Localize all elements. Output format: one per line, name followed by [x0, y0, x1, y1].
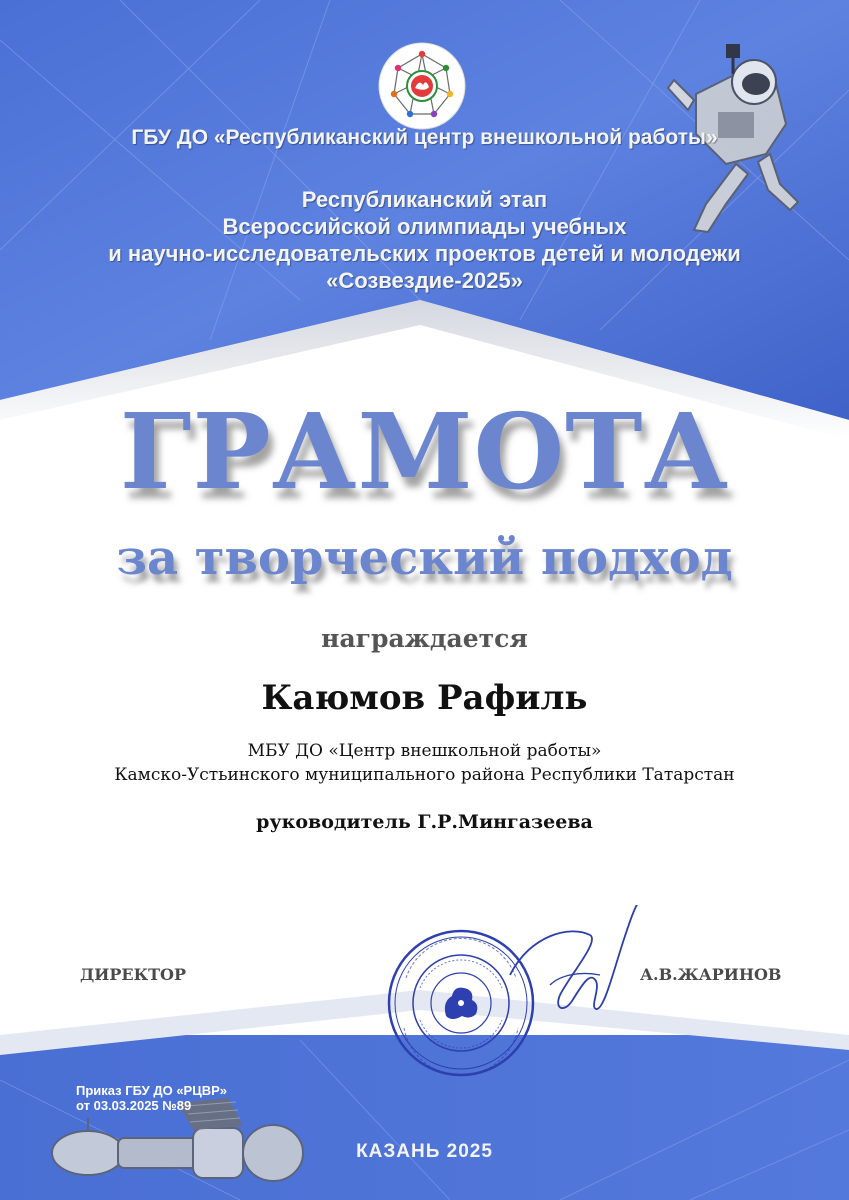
order-reference — [76, 1083, 227, 1113]
event-title-line: Республиканский этап — [301, 187, 548, 212]
certificate-title: ГРАМОТА — [119, 390, 730, 513]
recipient-organization-line: Камско-Устьинского муниципального района Республики Татарстан — [114, 765, 735, 785]
event-title-line: «Созвездие-2025» — [326, 268, 523, 293]
order-reference-line: Приказ ГБУ ДО «РЦВР» — [76, 1083, 228, 1098]
recipient-name: Каюмов Рафиль — [261, 678, 588, 718]
director-label: ДИРЕКТОР — [80, 965, 186, 984]
organization-header: ГБУ ДО «Республиканский центр внешкольной работы» — [131, 126, 718, 149]
event-title — [20, 186, 829, 294]
recipient-organization-line: МБУ ДО «Центр внешкольной работы» — [247, 741, 602, 761]
city-year: КАЗАНЬ 2025 — [356, 1141, 493, 1162]
supervisor-line: руководитель Г.Р.Мингазеева — [256, 811, 593, 833]
event-title-line: Всероссийской олимпиады учебных — [222, 214, 627, 239]
certificate-subtitle: за творческий подход — [116, 530, 733, 586]
emblem-logo-icon — [378, 42, 466, 130]
order-reference-line: от 03.03.2025 №89 — [76, 1098, 192, 1113]
event-title-line: и научно-исследовательских проектов детей и молодежи — [108, 241, 741, 266]
awarded-label: награждается — [321, 624, 528, 653]
director-name: А.В.ЖАРИНОВ — [640, 965, 782, 984]
handwritten-signature-icon — [490, 905, 660, 1045]
